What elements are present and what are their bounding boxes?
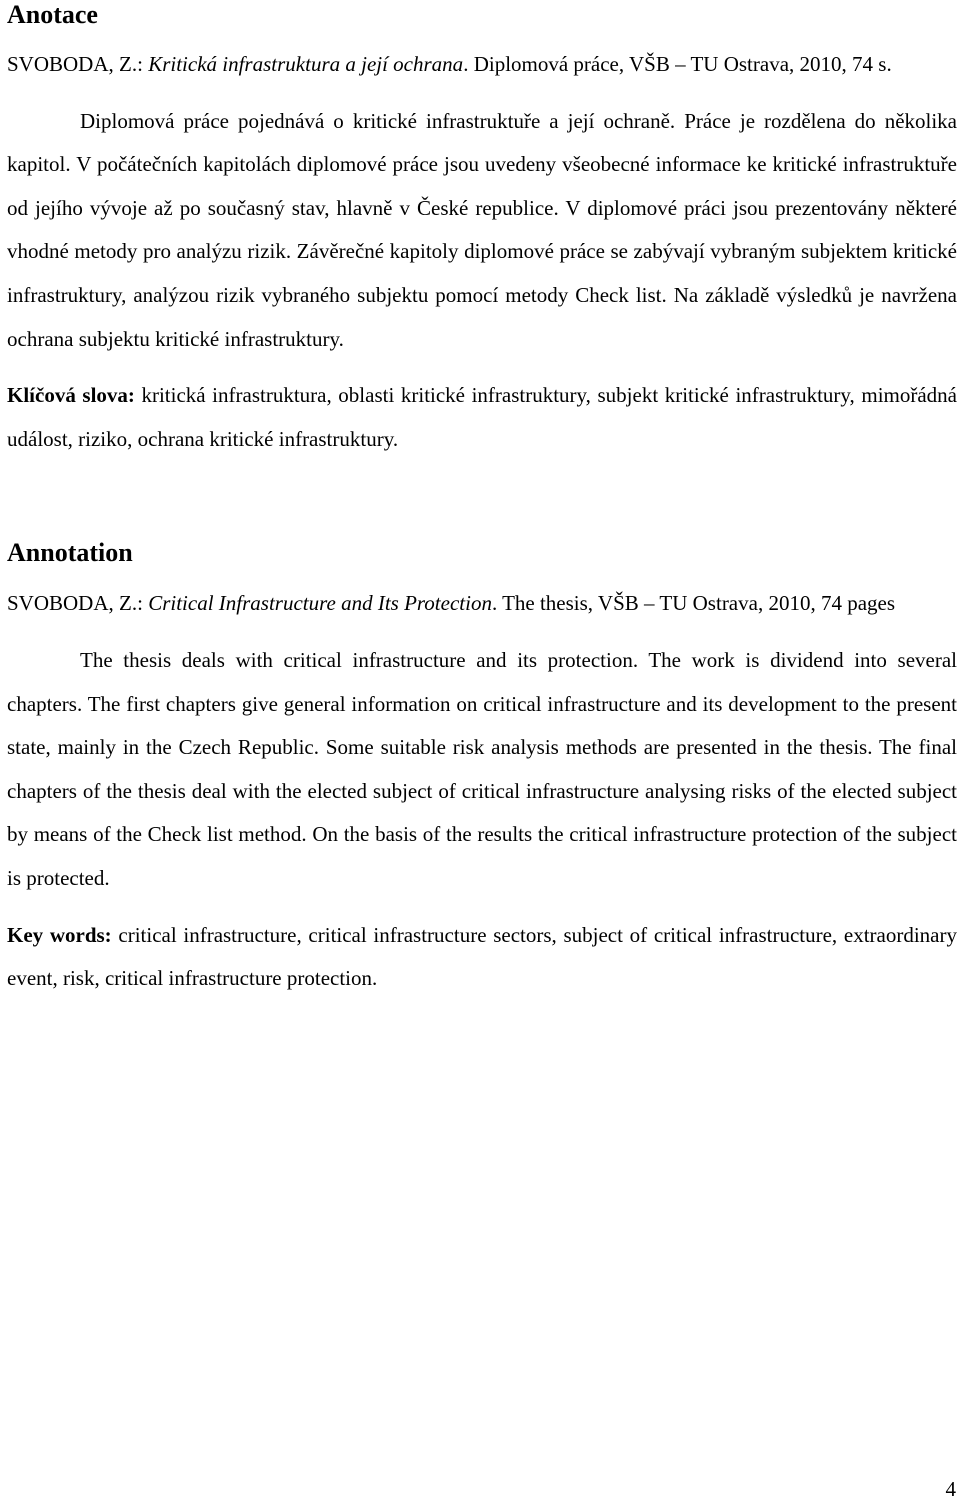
czech-keywords-label: Klíčová slova: xyxy=(7,383,135,408)
czech-annotation-section xyxy=(7,0,957,461)
czech-citation-title: Kritická infrastruktura a její ochrana xyxy=(148,52,464,76)
english-annotation-section xyxy=(7,538,957,1000)
english-citation-title: Critical Infrastructure and Its Protection xyxy=(148,591,492,616)
english-citation xyxy=(7,582,957,626)
czech-abstract: Diplomová práce pojednává o kritické infrastruktuře a její ochraně. Práce je rozdělena do několika kapitol. V počátečních kapitolách diplomové práce jsou uvedeny všeobecné informace ke kritické infrastruktuře od jejího vývoje až po současný stav, hlavně v České republice. V diplomové práci jsou prezentovány některé vhodné metody pro analýzu rizik. Závěrečné kapitoly diplomové práce se zabývají vybraným subjektem kritické infrastruktury, analýzou rizik vybraného subjektu pomocí metody Check list. Na základě výsledků je navržena ochrana subjektu kritické infrastruktury. xyxy=(7,108,957,351)
english-keywords-label: Key words: xyxy=(7,922,112,947)
english-keywords-text: critical infrastructure, critical infrastructure sectors, subject of critical infrastructure, extraordinary event, risk, critical infrastructure protection. xyxy=(7,922,957,991)
czech-citation-rest: . Diplomová práce, VŠB – TU Ostrava, 2010, 74 s. xyxy=(463,52,892,76)
english-citation-rest: . The thesis, VŠB – TU Ostrava, 2010, 74 pages xyxy=(491,591,896,616)
english-citation-author: SVOBODA, Z.: xyxy=(7,591,149,616)
page-number: 4 xyxy=(945,1477,956,1501)
english-abstract: The thesis deals with critical infrastructure and its protection. The work is dividend into several chapters. The first chapters give general information on critical infrastructure and its development to the present state, mainly in the Czech Republic. Some suitable risk analysis methods are presented in the thesis. The final chapters of the thesis deal with the elected subject of critical infrastructure analysing risks of the elected subject by means of the Check list method. On the basis of the results the critical infrastructure protection of the subject is protected. xyxy=(7,647,957,890)
czech-citation xyxy=(7,43,957,87)
czech-citation-author: SVOBODA, Z.: xyxy=(7,52,149,76)
english-keywords xyxy=(7,914,957,1001)
english-heading: Annotation xyxy=(7,538,133,568)
czech-keywords xyxy=(7,374,957,461)
document-page xyxy=(7,0,957,1001)
czech-keywords-text: kritická infrastruktura, oblasti kritické infrastruktury, subjekt kritické infrastruktury, mimořádná událost, riziko, ochrana kritické infrastruktury. xyxy=(7,383,958,451)
czech-heading: Anotace xyxy=(7,0,98,29)
